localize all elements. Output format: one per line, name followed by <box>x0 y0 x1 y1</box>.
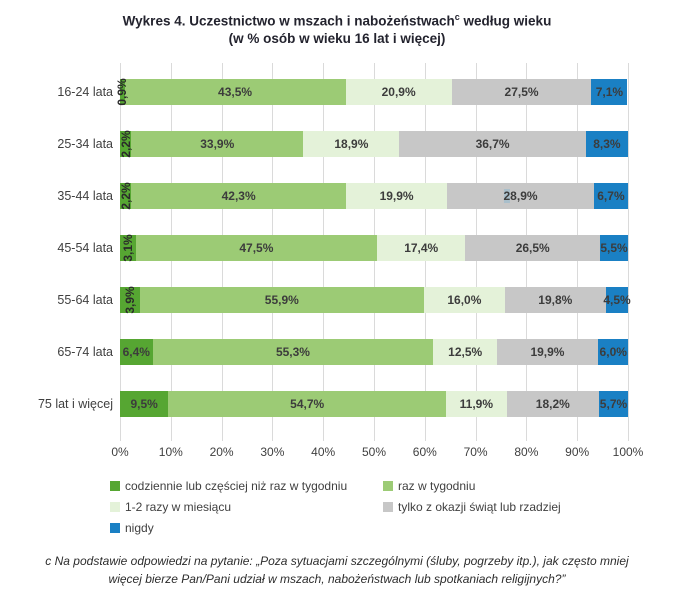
bar-segment-label: 19,9% <box>379 188 414 203</box>
bar-segment <box>131 131 303 157</box>
legend-swatch <box>110 523 120 533</box>
selected-text: 2 <box>503 188 511 203</box>
legend-label: tylko z okazji świąt lub rzadziej <box>398 499 561 514</box>
legend-label: codziennie lub częściej niż raz w tygodniu <box>125 478 348 493</box>
y-axis-label: 45-54 lata <box>57 240 113 255</box>
bar-segment-label: 19,9% <box>530 344 565 359</box>
x-axis-tick-label: 80% <box>514 444 539 459</box>
bar-segment <box>399 131 585 157</box>
bar-segment-label-rotated: 3,1% <box>120 233 135 262</box>
bar-segment-label-rotated: 2,2% <box>118 129 133 158</box>
chart-title-line2: (w % osób w wieku 16 lat i więcej) <box>228 30 446 46</box>
bar-segment-label: 20,9% <box>381 84 416 99</box>
bar-segment-label: 19,8% <box>538 292 573 307</box>
bar-segment <box>136 235 377 261</box>
plot-area <box>37 63 631 441</box>
bar-segment-label: 6,4% <box>122 344 150 359</box>
bar-segment-label: 33,9% <box>200 136 235 151</box>
bar-segment-label: 17,4% <box>404 240 439 255</box>
y-axis-label: 35-44 lata <box>57 188 113 203</box>
bar-segment <box>346 79 452 105</box>
bar-segment-label: 4,5% <box>603 292 631 307</box>
y-axis-label: 65-74 lata <box>57 344 113 359</box>
chart-title-line1 <box>0 9 674 30</box>
gridline <box>628 63 629 441</box>
stacked-bar <box>120 235 628 261</box>
bar-segment <box>303 131 399 157</box>
bar-segment <box>505 287 606 313</box>
bar-segment <box>586 131 628 157</box>
bar-segment-label: 11,9% <box>459 396 494 411</box>
y-axis-label: 25-34 lata <box>57 136 113 151</box>
bar-segment-label: 27,5% <box>504 84 539 99</box>
bar-segment-label: 18,2% <box>535 396 570 411</box>
bar-segment <box>377 235 465 261</box>
stacked-bar <box>120 131 628 157</box>
footnote-line2: więcej bierze Pan/Pani udział w mszach, nabożeństwach lub spotkaniach religijnych?” <box>108 571 566 586</box>
bar-segment <box>140 287 424 313</box>
bar-segment <box>120 391 168 417</box>
legend-item <box>383 479 650 493</box>
bar-segment-label-rotated: 2,2% <box>118 181 133 210</box>
bar-segment <box>447 183 594 209</box>
footnote <box>0 552 674 588</box>
bar-segment-label: 6,0% <box>599 344 627 359</box>
legend-label: 1-2 razy w miesiącu <box>125 499 232 514</box>
bar-segment-label: 42,3% <box>221 188 256 203</box>
chart-row <box>57 118 628 170</box>
x-axis-tick-label: 50% <box>361 444 387 459</box>
bar-segment-label: 7,1% <box>595 84 624 99</box>
legend-item <box>110 500 383 514</box>
legend-swatch <box>110 481 120 491</box>
x-axis-tick-label: 100% <box>612 444 644 459</box>
bar-segment <box>446 391 506 417</box>
bar-segment <box>131 183 346 209</box>
stacked-bar <box>120 183 628 209</box>
bar-segment <box>603 287 631 313</box>
bar-segment <box>599 391 628 417</box>
chart-title <box>0 0 674 47</box>
legend <box>110 479 650 535</box>
x-axis-tick-label: 70% <box>463 444 488 459</box>
bar-segment <box>600 235 628 261</box>
chart-row <box>37 378 628 430</box>
bar-segment-label: 5,7% <box>599 396 628 411</box>
chart-row <box>57 170 628 222</box>
bar-segment <box>452 79 592 105</box>
x-axis-tick-label: 10% <box>158 444 183 459</box>
title-text-after: według wieku <box>459 13 552 29</box>
legend-item <box>110 479 383 493</box>
bar-segment <box>346 183 447 209</box>
bar-segment <box>433 339 497 365</box>
legend-swatch <box>383 502 393 512</box>
bar-segment-label: 55,3% <box>275 344 310 359</box>
legend-label: raz w tygodniu <box>398 478 476 493</box>
bar-segment <box>153 339 434 365</box>
bar-segment <box>598 339 628 365</box>
bar-segment-label: 43,5% <box>218 84 253 99</box>
bar-segment-label: 55,9% <box>264 292 299 307</box>
bar-segment <box>591 79 627 105</box>
x-axis-tick-label: 0% <box>111 444 129 459</box>
bar-segment-label: 18,9% <box>334 136 369 151</box>
chart-row <box>57 66 628 118</box>
x-axis-tick-label: 90% <box>565 444 590 459</box>
title-text: Wykres 4. Uczestnictwo w mszach i nabożeństwach <box>122 13 455 29</box>
title-superscript: c <box>454 12 460 22</box>
bar-rows <box>37 66 631 430</box>
bar-segment-label: 9,5% <box>130 396 158 411</box>
stacked-bar <box>120 391 628 417</box>
legend-label: nigdy <box>125 520 154 535</box>
bar-segment-label: 5,5% <box>600 240 628 255</box>
legend-item <box>110 521 383 535</box>
bar-segment <box>120 339 153 365</box>
y-axis-label: 16-24 lata <box>57 84 113 99</box>
bar-segment-label: 28,9% <box>503 188 538 203</box>
chart-row <box>57 326 628 378</box>
bar-segment-label: 54,7% <box>290 396 325 411</box>
bar-segment-label: 8,3% <box>593 136 621 151</box>
x-axis <box>111 444 644 465</box>
legend-swatch <box>110 502 120 512</box>
bar-segment <box>424 287 505 313</box>
stacked-bar <box>120 287 631 313</box>
bar-segment-label: 16,0% <box>447 292 482 307</box>
bar-segment-label: 36,7% <box>475 136 510 151</box>
stacked-bar <box>120 79 628 105</box>
bar-segment-label: 26,5% <box>515 240 550 255</box>
bar-segment-label: 47,5% <box>239 240 274 255</box>
bar-segment-label: 6,7% <box>597 188 625 203</box>
chart-row <box>57 274 631 326</box>
bar-segment-label-rotated: 3,9% <box>122 285 137 314</box>
x-axis-tick-label: 60% <box>412 444 437 459</box>
footnote-line1: c Na podstawie odpowiedzi na pytanie: „Poza sytuacjami szczególnymi (śluby, pogrzeby itp.), jak często mniej <box>45 553 629 568</box>
bar-segment-label-rotated: 0,9% <box>115 77 130 106</box>
bar-segment <box>125 79 346 105</box>
legend-item <box>383 500 650 514</box>
bar-segment <box>594 183 628 209</box>
bar-segment <box>507 391 599 417</box>
bar-segment <box>497 339 598 365</box>
bar-segment-label: 12,5% <box>448 344 483 359</box>
y-axis-label: 75 lat i więcej <box>37 396 113 411</box>
x-axis-tick-label: 20% <box>209 444 234 459</box>
chart-row <box>57 222 628 274</box>
bar-segment <box>465 235 600 261</box>
legend-swatch <box>383 481 393 491</box>
bar-segment <box>168 391 446 417</box>
stacked-bar <box>120 339 628 365</box>
x-axis-tick-label: 40% <box>311 444 336 459</box>
y-axis-label: 55-64 lata <box>57 292 113 307</box>
x-axis-tick-label: 30% <box>260 444 285 459</box>
